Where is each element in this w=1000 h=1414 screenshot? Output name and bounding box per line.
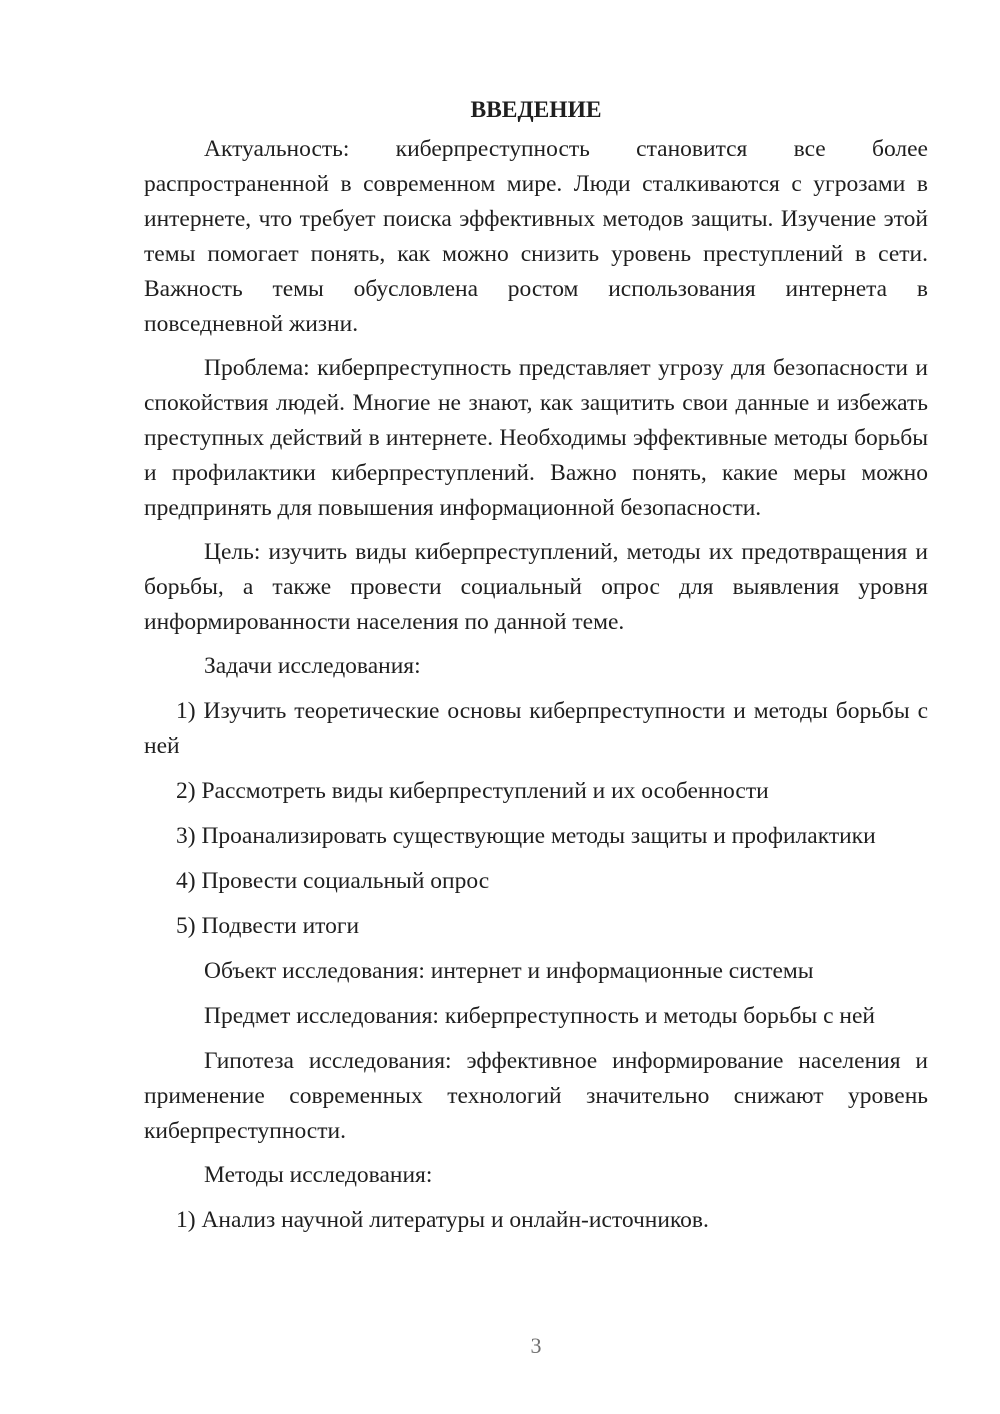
list-item: 1) Изучить теоретические основы киберпреступности и методы борьбы с ней bbox=[144, 698, 928, 759]
page-title: ВВЕДЕНИЕ bbox=[470, 97, 602, 123]
list-item: 2) Рассмотреть виды киберпреступлений и их особенности bbox=[176, 778, 769, 804]
page-number: 3 bbox=[530, 1333, 542, 1358]
page-content bbox=[144, 93, 928, 1248]
list-item: 3) Проанализировать существующие методы защиты и профилактики bbox=[176, 823, 876, 849]
relevance-paragraph: Актуальность: киберпреступность становится все более распространенной в современном мире. Люди сталкиваются с угрозами в интернете, что требует поиска эффективных методов защиты. Изучение этой темы помогает понять, как можно снизить уровень преступлений в сети. Важность темы обусловлена ростом использования интернета в повседневной жизни. bbox=[144, 136, 928, 337]
research-object: Объект исследования: интернет и информационные системы bbox=[204, 958, 814, 984]
hypothesis-paragraph: Гипотеза исследования: эффективное информирование населения и применение современных технологий значительно снижают уровень киберпреступности. bbox=[144, 1048, 928, 1144]
methods-heading: Методы исследования: bbox=[204, 1162, 433, 1188]
goal-paragraph: Цель: изучить виды киберпреступлений, методы их предотвращения и борьбы, а также провести социальный опрос для выявления уровня информированности населения по данной теме. bbox=[144, 539, 928, 635]
list-item: 1) Анализ научной литературы и онлайн-источников. bbox=[176, 1207, 709, 1233]
research-subject: Предмет исследования: киберпреступность и методы борьбы с ней bbox=[204, 1003, 875, 1029]
tasks-list bbox=[144, 694, 928, 944]
tasks-heading: Задачи исследования: bbox=[204, 653, 421, 679]
list-item: 5) Подвести итоги bbox=[176, 913, 360, 939]
list-item: 4) Провести социальный опрос bbox=[176, 868, 490, 894]
methods-list bbox=[144, 1203, 928, 1238]
problem-paragraph: Проблема: киберпреступность представляет угрозу для безопасности и спокойствия людей. Многие не знают, как защитить свои данные и избежать преступных действий в интернете. Необходимы эффективные методы борьбы и профилактики киберпреступлений. Важно понять, какие меры можно предпринять для повышения информационной безопасности. bbox=[144, 355, 928, 521]
